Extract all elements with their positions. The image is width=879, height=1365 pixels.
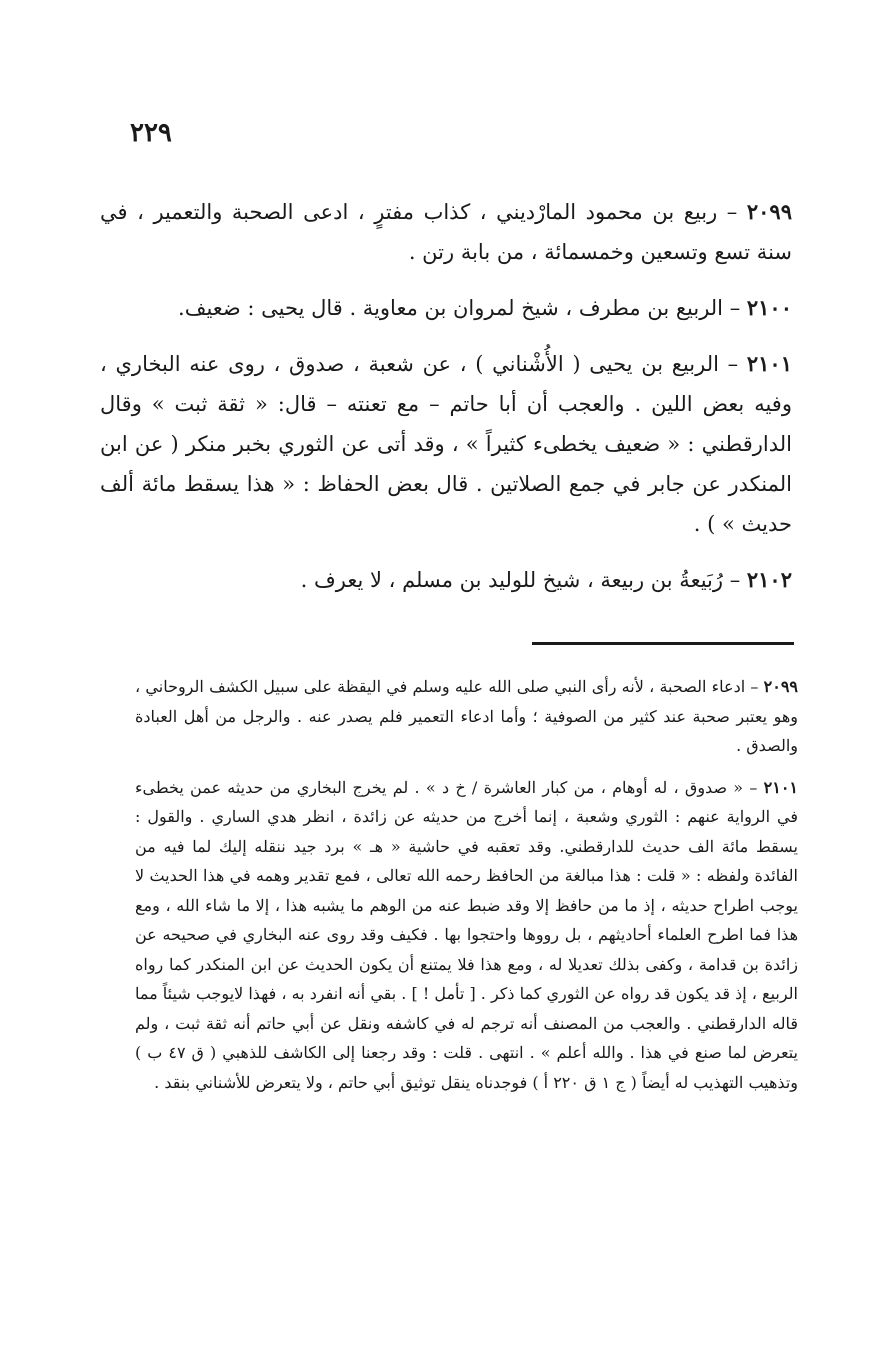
- entry-text: – الربيع بن مطرف ، شيخ لمروان بن معاوية . قال يحيى : ضعيف.: [178, 296, 747, 320]
- footnote-text: – « صدوق ، له أوهام ، من كبار العاشرة / خ د » . لم يخرج البخاري من حديثه عمن يخطىء في الرواية عنهم : الثوري وشعبة ، إنما أخرج من حديثه عن زائدة ، انظر هدي الساري . والقول : يسقط مائة الف حديث للدارقطني. وقد تعقبه في حاشية « هـ » برد جيد ننقله إليك لما فيه من الفائدة ولفظه : « قلت : هذا مبالغة من الحافظ رحمه الله تعالى ، فمع تقدير وهمه في هذا الحديث لا يوجب اطراح حديثه ، إذ ما من حافظ إلا وقد ضبط عنه من الوهم ما يشبه هذا ، إلا ما شاء الله ، ومع هذا فما اطرح العلماء أحاديثهم ، بل رووها واحتجوا بها . فكيف وقد روى عنه البخاري في صحيحه عن زائدة بن قدامة ، وكفى بذلك تعديلا له ، ومع هذا فلا يمتنع أن يكون الحديث عن ابن المنكدر كما رواه الربيع ، إذ قد يكون قد رواه عن الثوري كما ذكر . [ تأمل ! ] . بقي أنه انفرد به ، فهذا لايوجب شيئاً مما قاله الدارقطني . والعجب من المصنف أنه ترجم له في كاشفه ونقل عن أبي حاتم أنه ثقة ثبت ، ولم يتعرض لما صنع في هذا . والله أعلم » . انتهى . قلت : وقد رجعنا إلى الكاشف للذهبي ( ق ٤٧ ب ) وتذهيب التهذيب له أيضاً ( ج ١ ق ٢٢٠ أ ) فوجدناه ينقل توثيق أبي حاتم ، ولا يتعرض للأشناني بنقد .: [135, 777, 799, 1092]
- entry-number: ٢١٠١: [746, 351, 792, 376]
- footnote-text: – ادعاء الصحبة ، لأنه رأى النبي صلى الله عليه وسلم في اليقظة على سبيل الكشف الروحاني ، وهو يعتبر صحبة عند كثير من الصوفية ؛ وأما ادعاء التعمير فلم يصدر عنه . والرجل من أهل العبادة والصدق .: [135, 677, 798, 755]
- entry-number: ٢١٠٢: [746, 567, 792, 592]
- entry-2100: [100, 288, 792, 328]
- entry-text: – رُبَيعةُ بن ربيعة ، شيخ للوليد بن مسلم ، لا يعرف .: [300, 568, 747, 592]
- footnote-separator: [532, 642, 794, 645]
- entry-text: – الربيع بن يحيى ( الأُشْناني ) ، عن شعبة ، صدوق ، روى عنه البخاري ، وفيه بعض اللين . والعجب أن أبا حاتم – مع تعنته – قال: « ثقة ثبت » وقال الدارقطني : « ضعيف يخطىء كثيراً » ، وقد أتى عن الثوري بخبر منكر ( عن ابن المنكدر عن جابر في جمع الصلاتين . قال بعض الحفاظ : « هذا يسقط مائة ألف حديث » ) .: [100, 352, 792, 536]
- footnote-number: ٢١٠١: [763, 777, 798, 797]
- main-text: [100, 192, 792, 616]
- footnote-number: ٢٠٩٩: [763, 677, 798, 696]
- entry-text: – ربيع بن محمود المارْديني ، كذاب مفترٍ ، ادعى الصحبة والتعمير ، في سنة تسع وتسعين وخمسمائة ، من بابة رتن .: [100, 200, 792, 264]
- footnote-2101: [135, 773, 798, 1098]
- entry-2101: [100, 344, 792, 544]
- entry-number: ٢١٠٠: [746, 295, 792, 320]
- footnote-2099: [135, 672, 798, 761]
- entry-2102: [100, 560, 792, 600]
- entry-number: ٢٠٩٩: [746, 199, 792, 224]
- footnotes: [135, 672, 798, 1109]
- entry-2099: [100, 192, 792, 272]
- page-number: ٢٢٩: [130, 118, 172, 148]
